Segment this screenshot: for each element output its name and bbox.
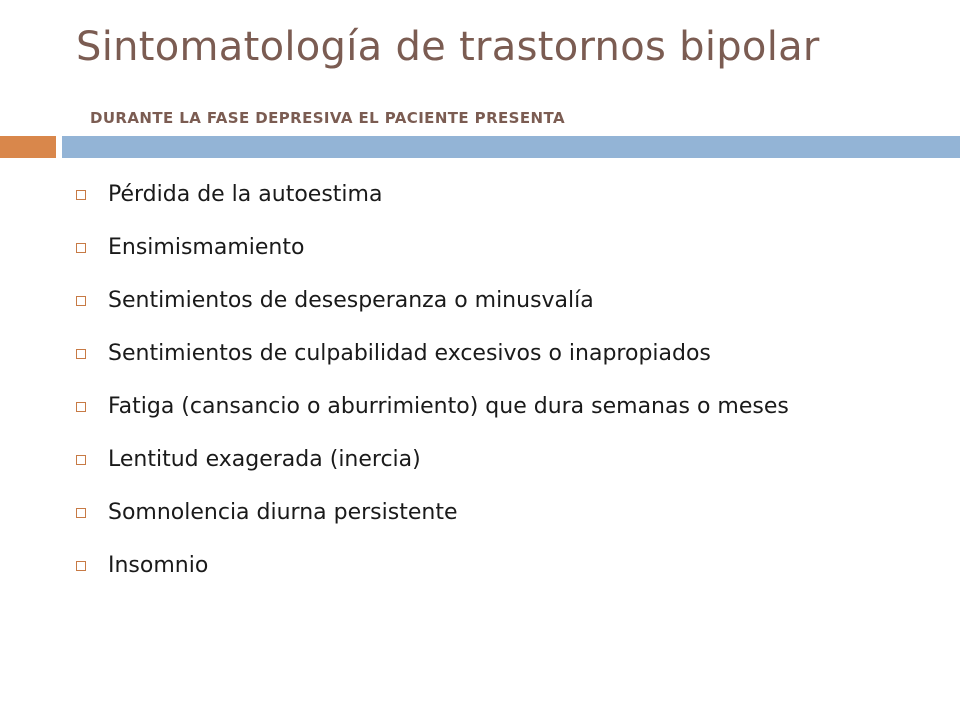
list-item (76, 495, 916, 530)
list-item (76, 283, 916, 318)
list-item (76, 442, 916, 477)
list-item-text: Sentimientos de desesperanza o minusvalía (108, 288, 594, 313)
slide-subtitle: DURANTE LA FASE DEPRESIVA EL PACIENTE PRESENTA (90, 109, 565, 127)
list-item-text: Insomnio (108, 553, 209, 578)
list-item-text: Fatiga (cansancio o aburrimiento) que dura semanas o meses (108, 394, 789, 419)
list-item (76, 336, 916, 371)
list-item-text: Somnolencia diurna persistente (108, 500, 458, 525)
list-item-text: Ensimismamiento (108, 235, 305, 260)
list-item (76, 389, 916, 424)
square-bullet-icon (76, 296, 86, 306)
accent-band-blue (62, 136, 960, 158)
square-bullet-icon (76, 508, 86, 518)
square-bullet-icon (76, 190, 86, 200)
accent-band-orange (0, 136, 56, 158)
list-item (76, 177, 916, 212)
list-item-text: Sentimientos de culpabilidad excesivos o inapropiados (108, 341, 711, 366)
slide-title: Sintomatología de trastornos bipolar (76, 24, 820, 70)
square-bullet-icon (76, 455, 86, 465)
list-item-text: Lentitud exagerada (inercia) (108, 447, 421, 472)
square-bullet-icon (76, 561, 86, 571)
square-bullet-icon (76, 349, 86, 359)
list-item-text: Pérdida de la autoestima (108, 182, 383, 207)
square-bullet-icon (76, 243, 86, 253)
symptom-list (76, 177, 916, 601)
list-item (76, 230, 916, 265)
list-item (76, 548, 916, 583)
square-bullet-icon (76, 402, 86, 412)
